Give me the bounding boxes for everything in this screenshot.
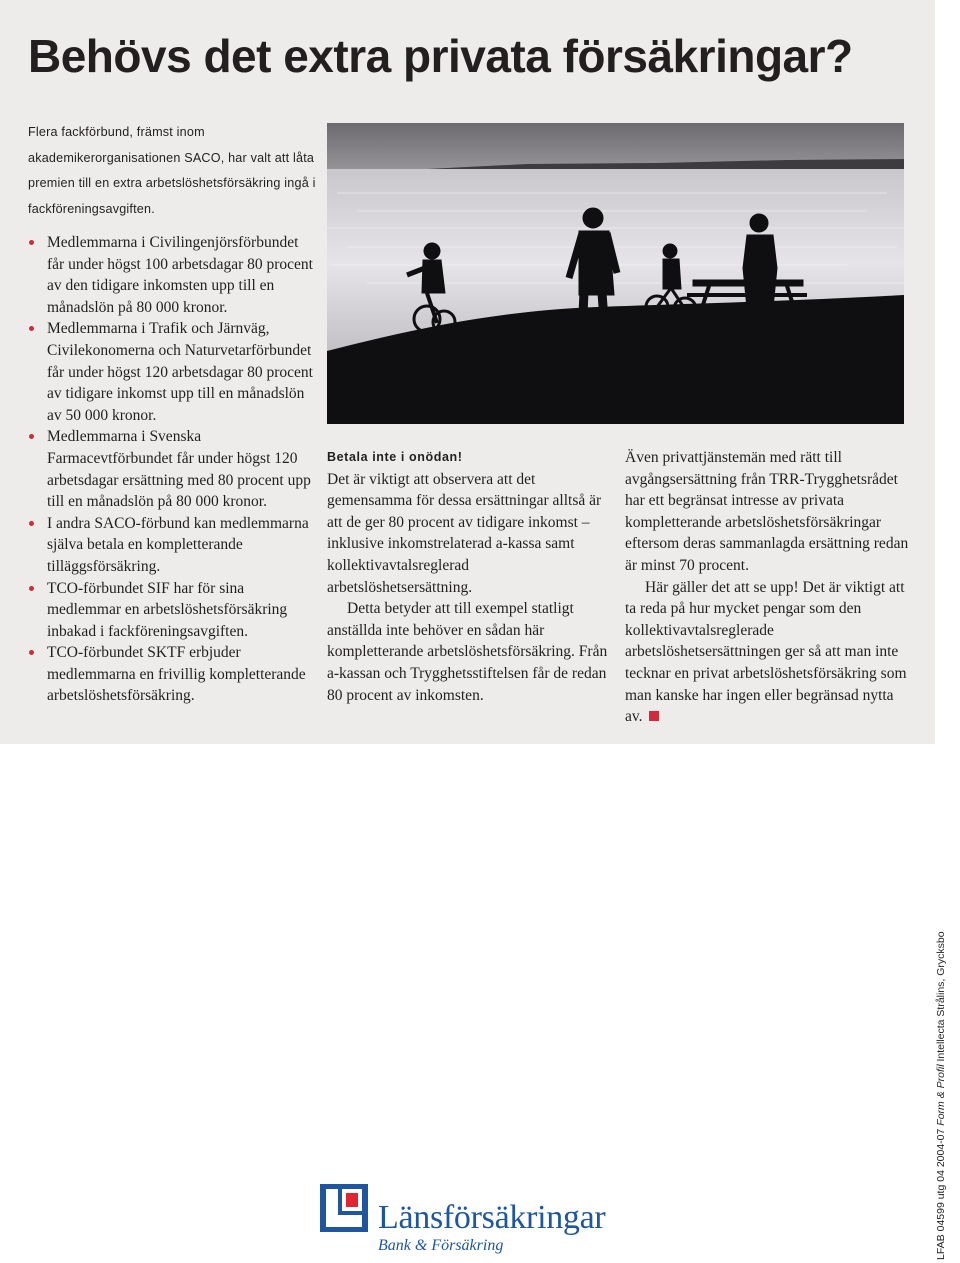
lansforsakringar-logo: [320, 1184, 640, 1256]
family-silhouette-photo: [327, 123, 904, 424]
middle-column: [327, 447, 609, 706]
list-item: Medlemmarna i Trafik och Järnväg, Civilekonomerna och Naturvetarförbundet får under högst 120 arbetsdagar 80 procent av tidigare inkomst upp till en månadslön av 50 000 kronor.: [28, 318, 318, 426]
list-item: Medlemmarna i Svenska Farmacevtförbundet får under högst 120 arbetsdagar ersättning med 80 procent upp till en månadslön på 80 000 kronor.: [28, 426, 318, 512]
intro-paragraph: Flera fackförbund, främst inom akademikerorganisationen SACO, har valt att låta premien till en extra arbetslöshetsförsäkring ingå i fackföreningsavgiften.: [28, 125, 316, 216]
right-column: [625, 447, 910, 728]
logo-wordmark: Länsförsäkringar: [378, 1199, 606, 1236]
paragraph: Detta betyder att till exempel statligt anställda inte behöver en sådan här kompletterande arbetslöshetsförsäkring. Från a-kassan och Trygghetsstiftelsen får de redan 80 procent av inkomsten.: [327, 600, 608, 704]
paragraph-text: Här gäller det att se upp! Det är viktigt att ta reda på hur mycket pengar som den kollektivavtalsreglerade arbetslöshetsersättningen ger så att man inte tecknar en privat arbetslöshetsförsäkring som man kanske har ingen eller begränsad nytta av.: [625, 578, 907, 726]
list-item: Medlemmarna i Civilingenjörsförbundet får under högst 100 arbetsdagar 80 procent av den tidigare inkomsten upp till en månadslön på 80 000 kronor.: [28, 232, 318, 318]
lansforsakringar-emblem-icon: [320, 1184, 368, 1232]
paragraph: [625, 577, 910, 728]
paragraph: Det är viktigt att observera att det gemensamma för dessa ersättningar alltså är att de ger 80 procent av tidigare inkomst – inklusive inkomstrelaterad a-kassa samt kollektivavtalsreglerad arbetslöshetsersättning.: [327, 470, 602, 596]
logo-tagline: Bank & Försäkring: [378, 1237, 504, 1254]
print-colophon: [934, 920, 948, 1260]
list-item: I andra SACO-förbund kan medlemmarna själva betala en kompletterande tilläggsförsäkring.: [28, 513, 318, 578]
bullet-list: [28, 232, 318, 707]
colophon-code: LFAB 04599 utg 04 2004-07: [935, 1125, 947, 1260]
page-title: Behövs det extra privata försäkringar?: [28, 30, 853, 82]
colophon-printer: Intellecta Strålins, Grycksbo: [935, 931, 947, 1065]
section-subheading: Betala inte i onödan!: [327, 450, 463, 464]
list-item: TCO-förbundet SIF har för sina medlemmar en arbetslöshetsförsäkring inbakad i fackföreningsavgiften.: [28, 578, 318, 643]
colophon-agency: Form & Profil: [935, 1064, 947, 1126]
list-item: TCO-förbundet SKTF erbjuder medlemmarna en frivillig kompletterande arbetslöshetsförsäkring.: [28, 642, 318, 707]
paragraph: Även privattjänstemän med rätt till avgångsersättning från TRR-Trygghetsrådet har ett begränsat intresse av privata kompletterande arbetslöshetsförsäkringar eftersom deras sammanlagda ersättning redan är minst 70 procent.: [625, 449, 909, 574]
end-square-icon: [649, 711, 659, 721]
